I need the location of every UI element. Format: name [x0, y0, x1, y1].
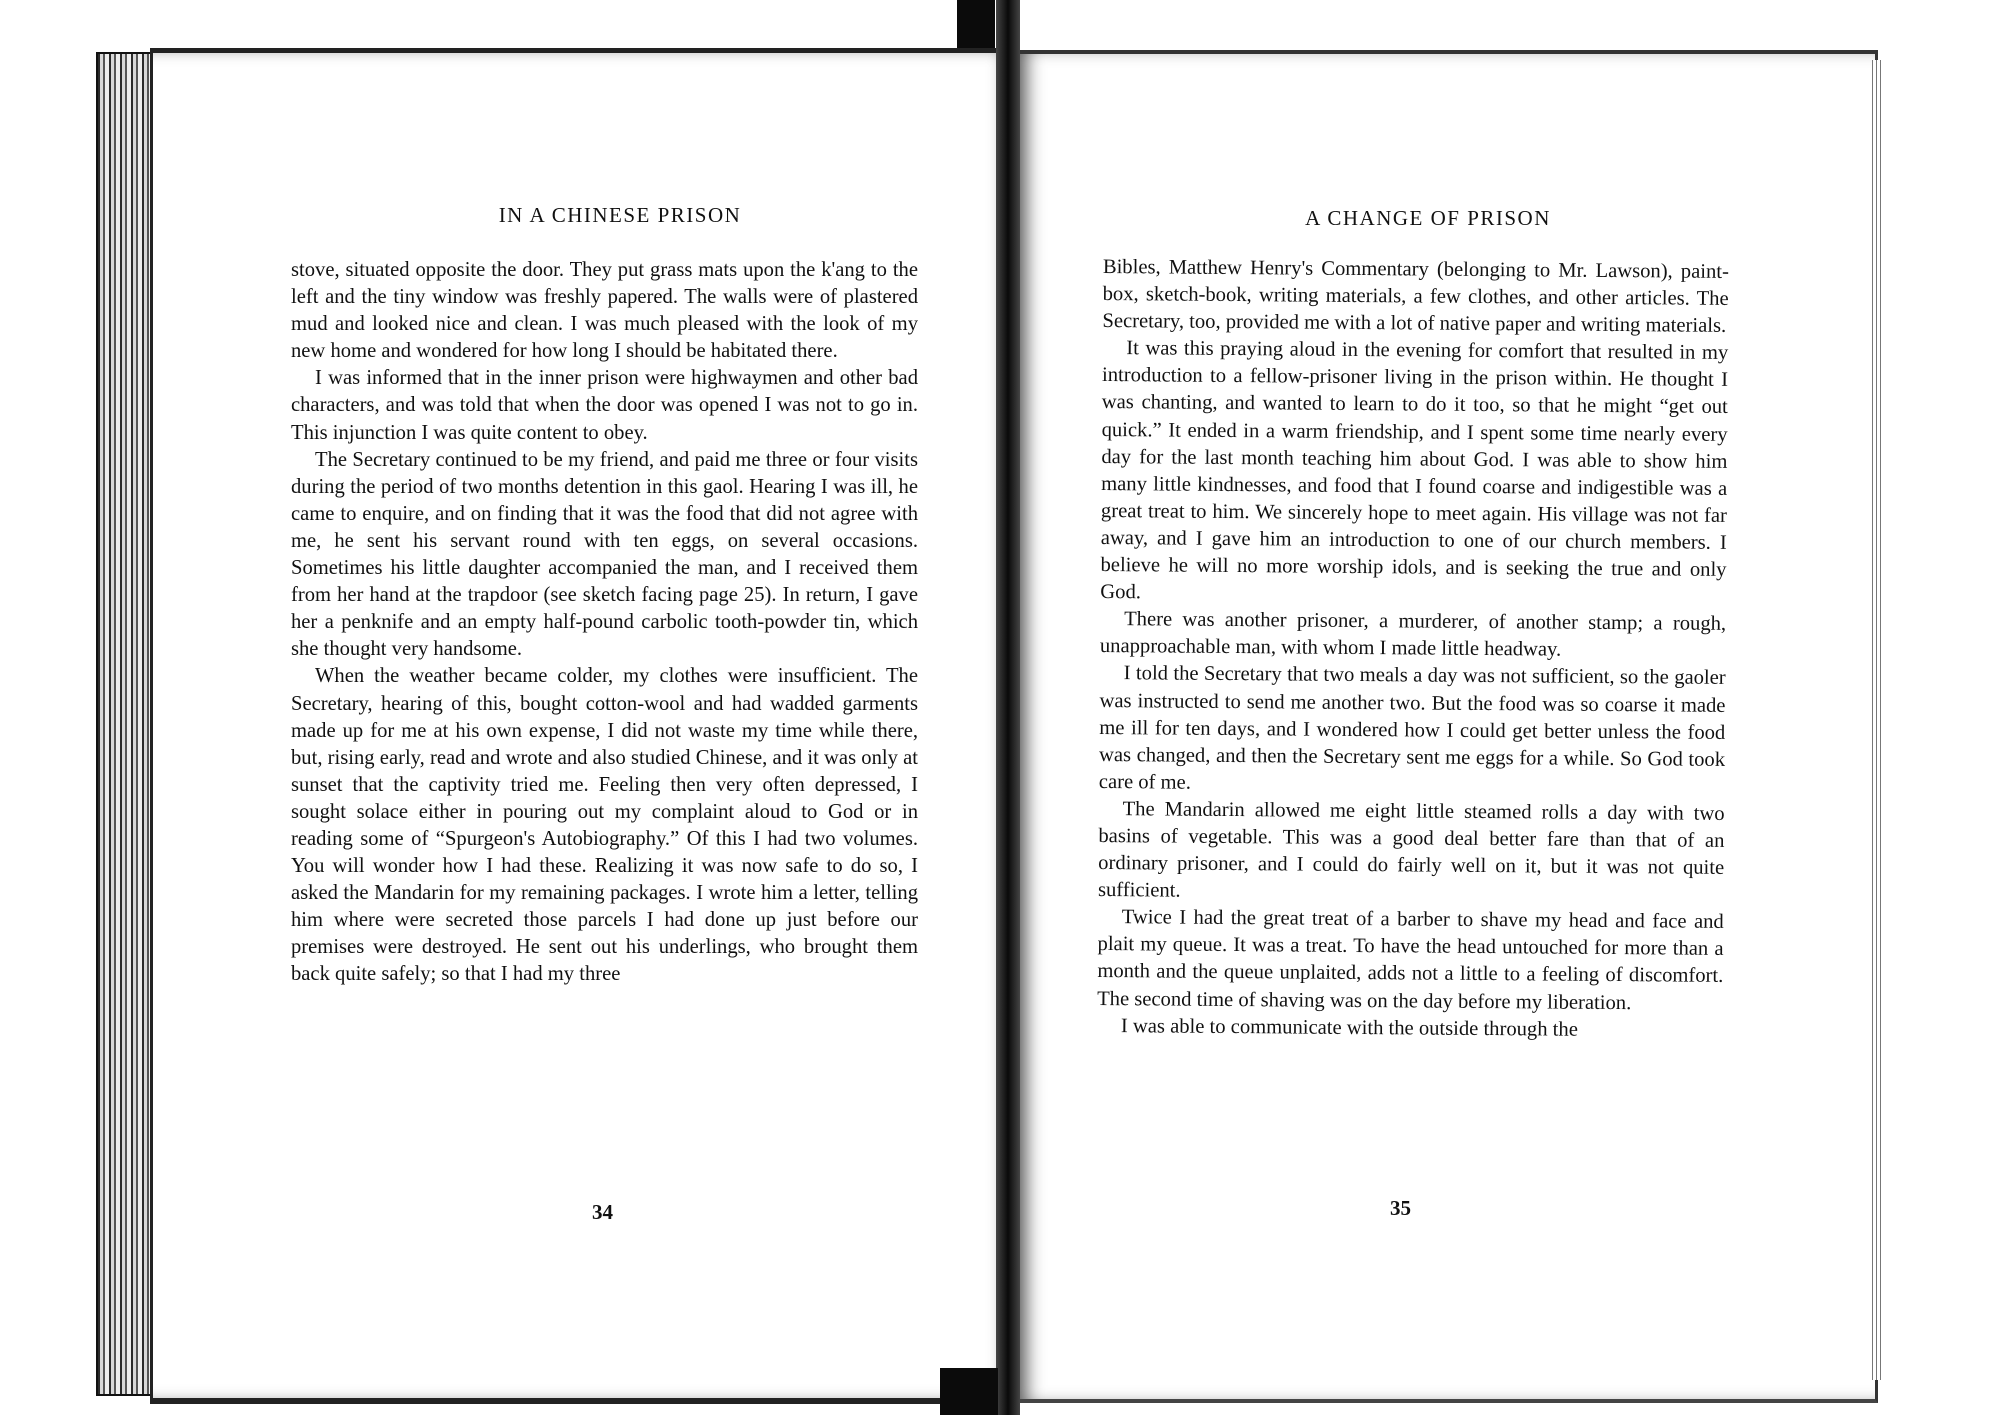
paragraph: When the weather became colder, my clothes were insufficient. The Secretary, hearing of this, bought cotton-wool and had wadded garments made up for me at his own expense, I did not waste my time while there, but, rising early, read and wrote and also studied Chinese, and it was only at sunset that the captivity tried me. Feeling then very often depressed, I sought solace either in pouring out my complaint aloud to God or in reading some of “Spurgeon's Autobiography.” Of this I had two volumes. You will wonder how I had these. Realizing it was now safe to do so, I asked the Mandarin for my remaining packages. I wrote him a letter, telling him where were secreted those parcels I had done up just before our premises were destroyed. He sent out his underlings, who brought them back quite safely; so that I had my three: [291, 665, 918, 986]
right-running-head: A CHANGE OF PRISON: [1305, 206, 1551, 230]
paragraph: Bibles, Matthew Henry's Commentary (belonging to Mr. Lawson), paint-box, sketch-book, writing materials, a few clothes, and other articles. The Secretary, too, provided me with a lot of native paper and writing materials.: [1102, 255, 1729, 338]
paragraph: It was this praying aloud in the evening for comfort that resulted in my introduction to a fellow-prisoner living in the prison within. He thought I was chanting, and wanted to learn to do it too, so that he might “get out quick.” It ended in a warm friendship, and I spent some time nearly every day for the last month teaching him about God. I was able to show him many little kindnesses, and food that I found coarse and indigestible was a great treat to him. We sincerely hope to meet again. His village was not far away, and I gave him an introduction to one of our church members. I believe he will no more worship idols, and is seeking the true and only God.: [1100, 337, 1729, 604]
paragraph: stove, situated opposite the door. They put grass mats upon the k'ang to the left and the tiny window was freshly papered. The walls were of plastered mud and looked nice and clean. I was much pleased with the look of my new home and wondered for how long I should be habitated there.: [291, 259, 918, 363]
paragraph: I told the Secretary that two meals a day was not sufficient, so the gaoler was instructed to send me another two. But the food was so coarse it made me ill for ten days, and I wondered how I could get better unless the food was changed, and then the Secretary sent me eggs for a while. So God took care of me.: [1098, 662, 1726, 794]
paragraph: The Mandarin allowed me eight little steamed rolls a day with two basins of vegetable. This was a good deal better fare than that of an ordinary prisoner, and I could do fairly well on it, but it was not quite sufficient.: [1097, 798, 1725, 902]
left-page-text: [291, 257, 918, 989]
right-page-edges: [1872, 60, 1884, 1380]
right-page-number: 35: [1390, 1196, 1411, 1220]
paragraph: I was informed that in the inner prison were highwaymen and other bad characters, and was told that when the door was opened I was not to go in. This injunction I was quite content to obey.: [291, 367, 918, 444]
ribbon-marker-bottom: [940, 1368, 998, 1415]
paragraph: There was another prisoner, a murderer, of another stamp; a rough, unapproachable man, with whom I made little headway.: [1099, 608, 1727, 661]
paragraph: I was able to communicate with the outside through the: [1120, 1014, 1578, 1041]
left-running-head: IN A CHINESE PRISON: [498, 203, 742, 227]
paragraph: Twice I had the great treat of a barber to shave my head and face and plait my queue. It was a treat. To have the head untouched for more than a month and the queue unplaited, adds not a little to a feeling of discomfort. The second time of shaving was on the day before my liberation.: [1097, 906, 1724, 1014]
right-page-text: [1097, 254, 1729, 1045]
left-page-number: 34: [592, 1200, 613, 1224]
book-gutter: [996, 0, 1020, 1415]
ribbon-marker-top: [957, 0, 995, 48]
paragraph: The Secretary continued to be my friend, and paid me three or four visits during the period of two months detention in this gaol. Hearing I was ill, he came to enquire, and on finding that it was the food that did not agree with me, he sent his servant round with ten eggs, on several occasions. Sometimes his little daughter accompanied the man, and I received them from her hand at the trapdoor (see sketch facing page 25). In return, I gave her a penknife and an empty half-pound carbolic tooth-powder tin, which she thought very handsome.: [291, 448, 918, 661]
